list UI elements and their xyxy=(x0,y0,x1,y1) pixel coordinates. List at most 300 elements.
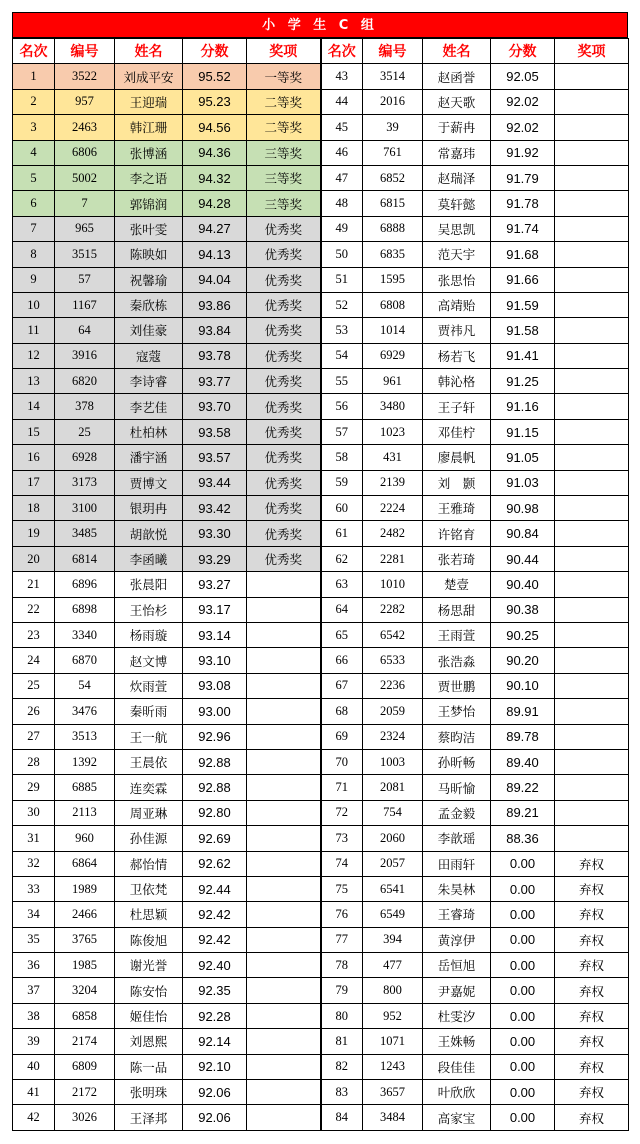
cell-rank: 49 xyxy=(321,216,363,241)
table-row xyxy=(13,292,629,317)
cell-award: 优秀奖 xyxy=(247,419,321,444)
cell-id: 3480 xyxy=(363,394,423,419)
header-name: 姓名 xyxy=(423,39,491,64)
cell-rank: 14 xyxy=(13,394,55,419)
cell-score: 94.04 xyxy=(183,267,247,292)
cell-rank: 37 xyxy=(13,978,55,1003)
cell-score: 91.66 xyxy=(491,267,555,292)
table-row xyxy=(13,140,629,165)
cell-name: 杨若飞 xyxy=(423,343,491,368)
cell-award xyxy=(555,445,629,470)
cell-id: 2016 xyxy=(363,89,423,114)
cell-score: 90.84 xyxy=(491,521,555,546)
cell-score: 90.44 xyxy=(491,546,555,571)
table-row xyxy=(13,394,629,419)
cell-id: 3522 xyxy=(55,64,115,89)
sheet-title: 小 学 生 C 组 xyxy=(12,12,628,38)
cell-rank: 30 xyxy=(13,800,55,825)
cell-name: 孟金毅 xyxy=(423,800,491,825)
results-sheet xyxy=(12,12,628,1131)
cell-score: 95.23 xyxy=(183,89,247,114)
cell-score: 92.02 xyxy=(491,89,555,114)
cell-id: 1023 xyxy=(363,419,423,444)
cell-rank: 53 xyxy=(321,318,363,343)
header-award: 奖项 xyxy=(247,39,321,64)
cell-score: 0.00 xyxy=(491,1105,555,1130)
cell-award xyxy=(247,902,321,927)
cell-award xyxy=(247,851,321,876)
table-row xyxy=(13,775,629,800)
cell-rank: 41 xyxy=(13,1080,55,1105)
cell-name: 陈俊旭 xyxy=(115,927,183,952)
cell-id: 3765 xyxy=(55,927,115,952)
cell-name: 谢光誉 xyxy=(115,953,183,978)
cell-award xyxy=(555,546,629,571)
cell-id: 6815 xyxy=(363,191,423,216)
cell-rank: 50 xyxy=(321,242,363,267)
cell-award xyxy=(555,191,629,216)
cell-id: 6870 xyxy=(55,648,115,673)
cell-rank: 32 xyxy=(13,851,55,876)
table-row xyxy=(13,318,629,343)
cell-rank: 80 xyxy=(321,1003,363,1028)
cell-name: 杨思甜 xyxy=(423,597,491,622)
cell-name: 孙昕畅 xyxy=(423,749,491,774)
cell-id: 1595 xyxy=(363,267,423,292)
cell-name: 李诗睿 xyxy=(115,369,183,394)
cell-rank: 23 xyxy=(13,622,55,647)
cell-name: 李之语 xyxy=(115,165,183,190)
cell-name: 王晨依 xyxy=(115,749,183,774)
cell-rank: 57 xyxy=(321,419,363,444)
cell-id: 3476 xyxy=(55,699,115,724)
cell-name: 马昕愉 xyxy=(423,775,491,800)
cell-id: 2482 xyxy=(363,521,423,546)
cell-score: 94.36 xyxy=(183,140,247,165)
cell-name: 陈一品 xyxy=(115,1054,183,1079)
cell-award xyxy=(555,419,629,444)
cell-id: 6885 xyxy=(55,775,115,800)
cell-id: 2324 xyxy=(363,724,423,749)
cell-name: 贾世鹏 xyxy=(423,673,491,698)
cell-name: 王迎瑞 xyxy=(115,89,183,114)
cell-score: 0.00 xyxy=(491,978,555,1003)
cell-name: 张浩淼 xyxy=(423,648,491,673)
table-row xyxy=(13,343,629,368)
cell-name: 黄淳伊 xyxy=(423,927,491,952)
cell-rank: 19 xyxy=(13,521,55,546)
cell-award xyxy=(555,318,629,343)
cell-name: 祝馨瑜 xyxy=(115,267,183,292)
cell-name: 张明珠 xyxy=(115,1080,183,1105)
cell-name: 莫轩懿 xyxy=(423,191,491,216)
cell-score: 90.40 xyxy=(491,572,555,597)
table-row xyxy=(13,267,629,292)
cell-id: 754 xyxy=(363,800,423,825)
cell-score: 92.42 xyxy=(183,927,247,952)
cell-rank: 65 xyxy=(321,622,363,647)
cell-name: 于薪冉 xyxy=(423,115,491,140)
cell-name: 刘 颢 xyxy=(423,470,491,495)
cell-id: 2281 xyxy=(363,546,423,571)
cell-id: 3514 xyxy=(363,64,423,89)
cell-name: 秦昕雨 xyxy=(115,699,183,724)
cell-rank: 1 xyxy=(13,64,55,89)
cell-name: 王姝畅 xyxy=(423,1029,491,1054)
cell-score: 93.27 xyxy=(183,572,247,597)
cell-award xyxy=(555,597,629,622)
table-row xyxy=(13,1080,629,1105)
cell-name: 楚壹 xyxy=(423,572,491,597)
cell-award xyxy=(247,572,321,597)
cell-rank: 17 xyxy=(13,470,55,495)
cell-award xyxy=(247,1080,321,1105)
cell-award xyxy=(555,496,629,521)
table-row xyxy=(13,724,629,749)
cell-name: 赵文博 xyxy=(115,648,183,673)
cell-rank: 59 xyxy=(321,470,363,495)
cell-rank: 34 xyxy=(13,902,55,927)
cell-score: 92.05 xyxy=(491,64,555,89)
cell-id: 1010 xyxy=(363,572,423,597)
cell-id: 6806 xyxy=(55,140,115,165)
cell-id: 6809 xyxy=(55,1054,115,1079)
cell-name: 叶欣欣 xyxy=(423,1080,491,1105)
cell-score: 88.36 xyxy=(491,826,555,851)
table-row xyxy=(13,369,629,394)
cell-id: 394 xyxy=(363,927,423,952)
cell-rank: 40 xyxy=(13,1054,55,1079)
cell-name: 常嘉玮 xyxy=(423,140,491,165)
cell-name: 朱昊林 xyxy=(423,876,491,901)
cell-name: 韩沁格 xyxy=(423,369,491,394)
cell-score: 90.20 xyxy=(491,648,555,673)
cell-id: 3173 xyxy=(55,470,115,495)
cell-rank: 76 xyxy=(321,902,363,927)
cell-rank: 6 xyxy=(13,191,55,216)
cell-award xyxy=(247,826,321,851)
cell-score: 89.21 xyxy=(491,800,555,825)
cell-rank: 20 xyxy=(13,546,55,571)
cell-score: 91.59 xyxy=(491,292,555,317)
cell-award xyxy=(555,369,629,394)
header-id: 编号 xyxy=(363,39,423,64)
cell-name: 赵瑞泽 xyxy=(423,165,491,190)
cell-score: 92.88 xyxy=(183,749,247,774)
cell-id: 3340 xyxy=(55,622,115,647)
cell-id: 477 xyxy=(363,953,423,978)
table-row xyxy=(13,800,629,825)
cell-rank: 12 xyxy=(13,343,55,368)
header-row xyxy=(13,39,629,64)
cell-score: 92.02 xyxy=(491,115,555,140)
cell-award xyxy=(247,1003,321,1028)
cell-award xyxy=(555,216,629,241)
cell-score: 0.00 xyxy=(491,851,555,876)
cell-id: 6541 xyxy=(363,876,423,901)
cell-rank: 39 xyxy=(13,1029,55,1054)
cell-score: 91.25 xyxy=(491,369,555,394)
table-row xyxy=(13,115,629,140)
cell-id: 2057 xyxy=(363,851,423,876)
cell-award xyxy=(555,826,629,851)
cell-id: 1167 xyxy=(55,292,115,317)
header-rank: 名次 xyxy=(321,39,363,64)
cell-award xyxy=(555,165,629,190)
cell-rank: 84 xyxy=(321,1105,363,1130)
cell-award xyxy=(555,724,629,749)
cell-rank: 9 xyxy=(13,267,55,292)
cell-rank: 46 xyxy=(321,140,363,165)
cell-score: 91.15 xyxy=(491,419,555,444)
cell-score: 90.38 xyxy=(491,597,555,622)
cell-award: 优秀奖 xyxy=(247,445,321,470)
cell-id: 961 xyxy=(363,369,423,394)
table-row xyxy=(13,927,629,952)
cell-score: 0.00 xyxy=(491,902,555,927)
cell-award: 弃权 xyxy=(555,1105,629,1130)
cell-name: 寇蔻 xyxy=(115,343,183,368)
table-row xyxy=(13,673,629,698)
cell-award xyxy=(555,343,629,368)
table-row xyxy=(13,902,629,927)
cell-id: 6898 xyxy=(55,597,115,622)
cell-award xyxy=(555,648,629,673)
cell-score: 92.14 xyxy=(183,1029,247,1054)
cell-award: 弃权 xyxy=(555,1003,629,1028)
cell-award: 一等奖 xyxy=(247,64,321,89)
cell-score: 93.29 xyxy=(183,546,247,571)
cell-rank: 22 xyxy=(13,597,55,622)
cell-rank: 55 xyxy=(321,369,363,394)
table-row xyxy=(13,89,629,114)
cell-id: 6896 xyxy=(55,572,115,597)
cell-award: 优秀奖 xyxy=(247,394,321,419)
cell-score: 92.96 xyxy=(183,724,247,749)
cell-name: 杜雯汐 xyxy=(423,1003,491,1028)
table-row xyxy=(13,546,629,571)
cell-score: 93.78 xyxy=(183,343,247,368)
cell-rank: 4 xyxy=(13,140,55,165)
cell-rank: 42 xyxy=(13,1105,55,1130)
cell-award xyxy=(555,673,629,698)
cell-award xyxy=(247,800,321,825)
cell-award xyxy=(247,673,321,698)
cell-rank: 10 xyxy=(13,292,55,317)
cell-award xyxy=(555,521,629,546)
cell-id: 3485 xyxy=(55,521,115,546)
cell-award: 优秀奖 xyxy=(247,546,321,571)
cell-score: 92.28 xyxy=(183,1003,247,1028)
cell-id: 5002 xyxy=(55,165,115,190)
cell-name: 王梦怡 xyxy=(423,699,491,724)
cell-rank: 64 xyxy=(321,597,363,622)
cell-name: 李歆瑶 xyxy=(423,826,491,851)
header-name: 姓名 xyxy=(115,39,183,64)
cell-name: 陈映如 xyxy=(115,242,183,267)
cell-award: 优秀奖 xyxy=(247,343,321,368)
cell-rank: 75 xyxy=(321,876,363,901)
cell-id: 6888 xyxy=(363,216,423,241)
cell-score: 93.70 xyxy=(183,394,247,419)
cell-id: 39 xyxy=(363,115,423,140)
cell-rank: 61 xyxy=(321,521,363,546)
cell-rank: 45 xyxy=(321,115,363,140)
cell-id: 952 xyxy=(363,1003,423,1028)
cell-rank: 21 xyxy=(13,572,55,597)
cell-name: 刘成平安 xyxy=(115,64,183,89)
cell-id: 6808 xyxy=(363,292,423,317)
cell-name: 李函曦 xyxy=(115,546,183,571)
cell-rank: 79 xyxy=(321,978,363,1003)
cell-rank: 36 xyxy=(13,953,55,978)
cell-award xyxy=(555,292,629,317)
table-row xyxy=(13,851,629,876)
cell-award: 优秀奖 xyxy=(247,521,321,546)
cell-score: 94.56 xyxy=(183,115,247,140)
cell-id: 960 xyxy=(55,826,115,851)
cell-rank: 66 xyxy=(321,648,363,673)
table-row xyxy=(13,597,629,622)
cell-name: 张思怡 xyxy=(423,267,491,292)
cell-score: 93.30 xyxy=(183,521,247,546)
table-row xyxy=(13,1029,629,1054)
cell-award xyxy=(555,242,629,267)
cell-award xyxy=(247,1105,321,1130)
cell-score: 0.00 xyxy=(491,876,555,901)
cell-score: 92.35 xyxy=(183,978,247,1003)
cell-name: 郭锦润 xyxy=(115,191,183,216)
cell-score: 92.88 xyxy=(183,775,247,800)
cell-award xyxy=(247,648,321,673)
table-row xyxy=(13,445,629,470)
cell-id: 6533 xyxy=(363,648,423,673)
cell-score: 91.58 xyxy=(491,318,555,343)
cell-name: 王雅琦 xyxy=(423,496,491,521)
cell-award xyxy=(555,749,629,774)
cell-score: 0.00 xyxy=(491,1029,555,1054)
cell-score: 89.22 xyxy=(491,775,555,800)
cell-id: 2139 xyxy=(363,470,423,495)
cell-award xyxy=(555,572,629,597)
table-row xyxy=(13,699,629,724)
cell-score: 90.98 xyxy=(491,496,555,521)
cell-score: 93.44 xyxy=(183,470,247,495)
cell-name: 贾博文 xyxy=(115,470,183,495)
cell-rank: 74 xyxy=(321,851,363,876)
table-row xyxy=(13,1105,629,1130)
cell-id: 64 xyxy=(55,318,115,343)
cell-id: 7 xyxy=(55,191,115,216)
cell-score: 92.42 xyxy=(183,902,247,927)
cell-id: 3026 xyxy=(55,1105,115,1130)
cell-score: 0.00 xyxy=(491,1080,555,1105)
cell-award xyxy=(555,800,629,825)
cell-id: 431 xyxy=(363,445,423,470)
cell-award xyxy=(247,699,321,724)
cell-award xyxy=(247,775,321,800)
header-rank: 名次 xyxy=(13,39,55,64)
table-row xyxy=(13,1003,629,1028)
cell-score: 94.28 xyxy=(183,191,247,216)
cell-name: 赵天歌 xyxy=(423,89,491,114)
table-row xyxy=(13,64,629,89)
cell-name: 蔡昀洁 xyxy=(423,724,491,749)
cell-rank: 31 xyxy=(13,826,55,851)
cell-award xyxy=(247,1054,321,1079)
cell-id: 2174 xyxy=(55,1029,115,1054)
cell-name: 王泽邦 xyxy=(115,1105,183,1130)
table-row xyxy=(13,216,629,241)
cell-name: 杜柏林 xyxy=(115,419,183,444)
cell-rank: 28 xyxy=(13,749,55,774)
cell-score: 91.92 xyxy=(491,140,555,165)
cell-score: 93.00 xyxy=(183,699,247,724)
cell-id: 3204 xyxy=(55,978,115,1003)
cell-award: 弃权 xyxy=(555,953,629,978)
cell-name: 廖晨帆 xyxy=(423,445,491,470)
cell-name: 王子轩 xyxy=(423,394,491,419)
cell-score: 93.17 xyxy=(183,597,247,622)
cell-id: 3513 xyxy=(55,724,115,749)
cell-award: 弃权 xyxy=(555,1080,629,1105)
cell-rank: 44 xyxy=(321,89,363,114)
cell-award: 二等奖 xyxy=(247,115,321,140)
cell-award xyxy=(247,927,321,952)
cell-id: 1003 xyxy=(363,749,423,774)
cell-award: 优秀奖 xyxy=(247,470,321,495)
cell-score: 90.25 xyxy=(491,622,555,647)
header-score: 分数 xyxy=(491,39,555,64)
cell-score: 93.42 xyxy=(183,496,247,521)
cell-id: 6542 xyxy=(363,622,423,647)
cell-rank: 47 xyxy=(321,165,363,190)
table-row xyxy=(13,978,629,1003)
cell-id: 761 xyxy=(363,140,423,165)
cell-award: 弃权 xyxy=(555,978,629,1003)
header-award: 奖项 xyxy=(555,39,629,64)
cell-rank: 68 xyxy=(321,699,363,724)
cell-rank: 60 xyxy=(321,496,363,521)
cell-id: 2113 xyxy=(55,800,115,825)
cell-score: 92.06 xyxy=(183,1105,247,1130)
cell-name: 高家宝 xyxy=(423,1105,491,1130)
table-row xyxy=(13,572,629,597)
cell-score: 92.06 xyxy=(183,1080,247,1105)
cell-rank: 29 xyxy=(13,775,55,800)
cell-rank: 7 xyxy=(13,216,55,241)
cell-name: 王睿琦 xyxy=(423,902,491,927)
cell-award xyxy=(555,89,629,114)
cell-award xyxy=(555,140,629,165)
cell-rank: 5 xyxy=(13,165,55,190)
cell-id: 2236 xyxy=(363,673,423,698)
cell-name: 范天宇 xyxy=(423,242,491,267)
cell-award xyxy=(555,775,629,800)
cell-score: 89.40 xyxy=(491,749,555,774)
cell-score: 94.27 xyxy=(183,216,247,241)
cell-score: 93.57 xyxy=(183,445,247,470)
cell-id: 1989 xyxy=(55,876,115,901)
cell-name: 张叶雯 xyxy=(115,216,183,241)
cell-name: 邓佳柠 xyxy=(423,419,491,444)
cell-id: 6814 xyxy=(55,546,115,571)
cell-award xyxy=(555,64,629,89)
table-row xyxy=(13,521,629,546)
cell-award: 优秀奖 xyxy=(247,267,321,292)
cell-name: 赵函誉 xyxy=(423,64,491,89)
cell-award: 弃权 xyxy=(555,902,629,927)
